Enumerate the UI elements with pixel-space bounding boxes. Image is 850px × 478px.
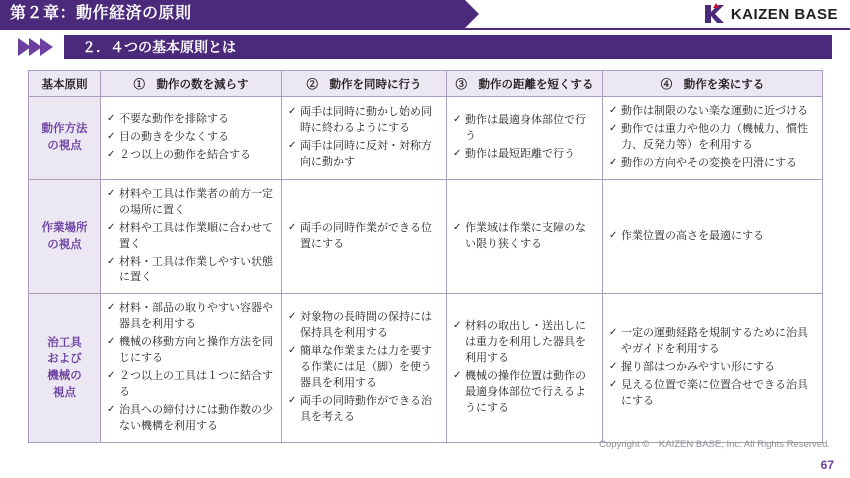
- list-item: ✓ 両手の同時作業ができる位置にする: [288, 221, 439, 253]
- table-row: [29, 179, 823, 294]
- copyright-text: Copyright © KAIZEN BASE, Inc. All Rights Reserved.: [599, 439, 830, 450]
- cell-r2c1: [101, 179, 282, 294]
- list-item: ✓ 動作の方向やその変換を円滑にする: [609, 156, 815, 172]
- table-row: [29, 294, 823, 443]
- cell-r2c2: [282, 179, 447, 294]
- list-item: ✓ 動作は制限のない楽な運動に近づける: [609, 104, 815, 120]
- section-title: ２．４つの基本原則とは: [64, 35, 832, 59]
- list-item: ✓ ２つ以上の工具は１つに結合する: [107, 369, 274, 401]
- section-title-row: [18, 34, 832, 60]
- brand-logo: [703, 3, 838, 25]
- cell-r2c3: [447, 179, 603, 294]
- page-number: 67: [820, 458, 834, 472]
- brand-name: KAIZEN BASE: [730, 5, 838, 23]
- table-header-row: [29, 71, 823, 97]
- list-item: ✓ 両手は同時に動かし始め同時に終わるようにする: [288, 105, 439, 137]
- cell-r1c2: [282, 97, 447, 180]
- row-header-line: の視点: [47, 238, 82, 251]
- list-item: ✓ 目の動きを少なくする: [107, 130, 274, 146]
- row-header-line: および: [47, 353, 82, 366]
- principles-table: [28, 70, 823, 443]
- column-header-principle-2: ② 動作を同時に行う: [282, 71, 447, 97]
- cell-r1c4: [603, 97, 823, 180]
- list-item: ✓ 対象物の長時間の保持には保持具を利用する: [288, 310, 439, 342]
- list-item: ✓ 動作は最適身体部位で行う: [453, 113, 595, 145]
- cell-r3c3: [447, 294, 603, 443]
- list-item: ✓ 作業位置の高さを最適にする: [609, 229, 815, 245]
- column-header-basic-principle: 基本原則: [29, 71, 101, 97]
- list-item: ✓ 治具への締付けには動作数の少ない機構を利用する: [107, 403, 274, 435]
- table-row: [29, 97, 823, 180]
- kaizen-k-logo-icon: [703, 3, 725, 25]
- cell-r3c4: [603, 294, 823, 443]
- slide-header: [0, 0, 850, 30]
- list-item: ✓ 材料や工具は作業順に合わせて置く: [107, 221, 274, 253]
- row-header-motion-method: [29, 97, 101, 180]
- row-header-line: 動作方法: [41, 123, 88, 136]
- list-item: ✓ 動作は最短距離で行う: [453, 147, 595, 163]
- cell-r3c1: [101, 294, 282, 443]
- list-item: ✓ 材料・工具は作業しやすい状態に置く: [107, 255, 274, 287]
- row-header-jigs-machines: [29, 294, 101, 443]
- triple-arrow-icon: [18, 38, 58, 56]
- list-item: ✓ 材料・部品の取りやすい容器や器具を利用する: [107, 301, 274, 333]
- row-header-line: 作業場所: [41, 221, 88, 234]
- list-item: ✓ 作業域は作業に支障のない限り狭くする: [453, 221, 595, 253]
- list-item: ✓ 材料の取出し・送出しには重力を利用した器具を利用する: [453, 319, 595, 367]
- principles-table-wrap: [28, 70, 822, 443]
- row-header-line: 視点: [53, 386, 76, 399]
- list-item: ✓ 不要な動作を排除する: [107, 112, 274, 128]
- list-item: ✓ 両手は同時に反対・対称方向に動かす: [288, 139, 439, 171]
- column-header-principle-1: ① 動作の数を減らす: [101, 71, 282, 97]
- list-item: ✓ 簡単な作業または力を要する作業には足（脚）を使う器具を利用する: [288, 344, 439, 392]
- cell-r1c3: [447, 97, 603, 180]
- row-header-line: 治工具: [47, 336, 82, 349]
- list-item: ✓ 機械の操作位置は動作の最適身体部位で行えるようにする: [453, 369, 595, 417]
- list-item: ✓ 両手の同時動作ができる治具を考える: [288, 394, 439, 426]
- list-item: ✓ 機械の移動方向と操作方法を同じにする: [107, 335, 274, 367]
- list-item: ✓ 動作では重力や他の力（機械力、慣性力、反発力等）を利用する: [609, 122, 815, 154]
- column-header-principle-4: ④ 動作を楽にする: [603, 71, 823, 97]
- cell-r3c2: [282, 294, 447, 443]
- list-item: ✓ 材料や工具は作業者の前方一定の場所に置く: [107, 187, 274, 219]
- list-item: ✓ ２つ以上の動作を結合する: [107, 148, 274, 164]
- cell-r1c1: [101, 97, 282, 180]
- list-item: ✓ 見える位置で楽に位置合せできる治具にする: [609, 378, 815, 410]
- cell-r2c4: [603, 179, 823, 294]
- column-header-principle-3: ③ 動作の距離を短くする: [447, 71, 603, 97]
- row-header-line: 機械の: [47, 370, 82, 383]
- chapter-title: 第２章：動作経済の原則: [0, 0, 465, 28]
- list-item: ✓ 握り部はつかみやすい形にする: [609, 360, 815, 376]
- row-header-workplace: [29, 179, 101, 294]
- row-header-line: の視点: [47, 139, 82, 152]
- list-item: ✓ 一定の運動経路を規制するために治具やガイドを利用する: [609, 326, 815, 358]
